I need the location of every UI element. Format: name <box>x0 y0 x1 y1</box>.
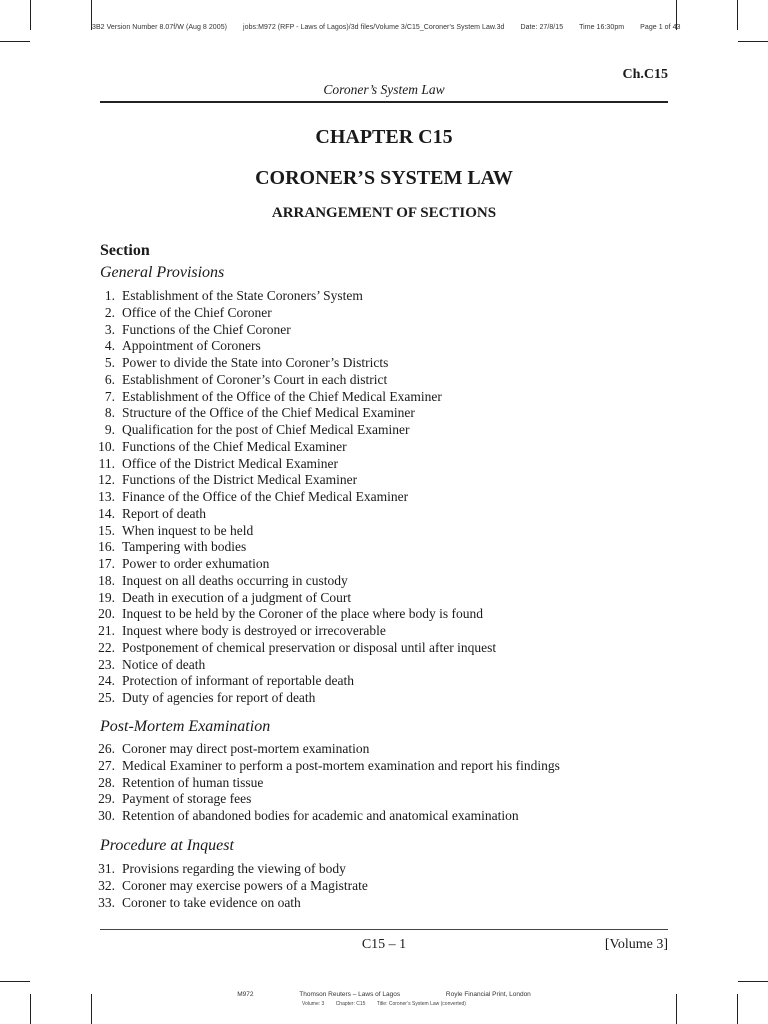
list-item <box>90 523 496 540</box>
section-title: Office of the District Medical Examiner <box>122 455 339 471</box>
section-title: Structure of the Office of the Chief Medical Examiner <box>122 405 415 421</box>
crop-mark <box>0 41 30 42</box>
section-title: Report of death <box>122 505 206 521</box>
section-number: 32. <box>98 877 115 893</box>
slug-time: Time 16:30pm <box>579 24 625 31</box>
slug-publisher: Thomson Reuters – Laws of Lagos <box>299 991 401 998</box>
group-heading: Post-Mortem Examination <box>100 718 271 735</box>
group-heading: General Provisions <box>100 264 225 281</box>
list-item <box>90 657 496 674</box>
section-title: Finance of the Office of the Chief Medical Examiner <box>122 489 409 504</box>
section-title: Death in execution of a judgment of Court <box>122 589 352 605</box>
list-item <box>90 758 560 775</box>
section-number: 23. <box>98 656 115 672</box>
slug-chapter: Chapter: C15 <box>335 1001 366 1007</box>
law-title: CORONER’S SYSTEM LAW <box>255 167 513 189</box>
section-number: 27. <box>98 757 115 773</box>
section-title: Inquest to be held by the Coroner of the place where body is found <box>122 606 484 622</box>
section-number: 28. <box>98 774 115 790</box>
section-number: 14. <box>98 505 115 521</box>
list-item <box>90 775 560 792</box>
slug-page: Page 1 of 43 <box>640 24 681 31</box>
section-title: Functions of the Chief Medical Examiner <box>122 438 347 454</box>
section-title: Establishment of the State Coroners’ System <box>122 288 363 303</box>
section-number: 20. <box>98 606 115 622</box>
list-item <box>90 556 496 573</box>
list-item <box>90 878 368 895</box>
print-slug-bottom-details <box>0 1001 768 1007</box>
section-number: 29. <box>98 791 115 807</box>
arrangement-heading: ARRANGEMENT OF SECTIONS <box>271 205 497 221</box>
list-item <box>90 472 496 489</box>
section-title: Functions of the Chief Coroner <box>122 321 291 337</box>
slug-printer: Royle Financial Print, London <box>445 991 531 998</box>
section-number: 25. <box>98 690 115 705</box>
slug-job: jobs:M972 (RFP - Laws of Lagos)/3d files/Volume 3/C15_Coroner's System Law.3d <box>243 24 505 31</box>
print-slug-bottom <box>0 991 768 998</box>
section-number: 24. <box>98 673 115 689</box>
list-item <box>90 439 496 456</box>
section-number: 3. <box>104 321 115 337</box>
list-item <box>90 861 368 878</box>
slug-title: Title: Coroner’s System Law (converted) <box>376 1001 466 1007</box>
crop-mark <box>30 0 31 30</box>
section-title: Retention of human tissue <box>122 774 264 790</box>
running-head-title: Coroner’s System Law <box>323 82 445 97</box>
section-number: 9. <box>104 422 115 437</box>
slug-version: 3B2 Version Number 8.07f/W (Aug 8 2005) <box>92 24 228 31</box>
section-title: When inquest to be held <box>122 522 254 538</box>
section-number: 7. <box>104 388 115 404</box>
section-title: Office of the Chief Coroner <box>122 304 272 320</box>
section-number: 22. <box>98 639 115 655</box>
section-number: 4. <box>104 338 115 354</box>
section-title: Functions of the District Medical Examiner <box>122 472 358 488</box>
section-title: Medical Examiner to perform a post-mortem examination and report his findings <box>122 757 560 773</box>
section-number: 12. <box>98 472 115 488</box>
section-group-list <box>90 741 560 825</box>
list-item <box>90 506 496 523</box>
section-number: 33. <box>98 894 115 910</box>
print-slug-top <box>92 24 681 31</box>
list-item <box>90 895 368 912</box>
section-title: Establishment of Coroner’s Court in each district <box>122 371 388 387</box>
list-item <box>90 389 496 406</box>
list-item <box>90 623 496 640</box>
list-item <box>90 808 560 825</box>
page-folio: C15 – 1 <box>361 937 407 952</box>
section-number: 2. <box>104 304 115 320</box>
section-number: 5. <box>104 355 115 370</box>
section-title: Coroner to take evidence on oath <box>122 894 301 910</box>
footer-rule <box>100 929 668 930</box>
list-item <box>90 288 496 305</box>
section-title: Coroner may exercise powers of a Magistrate <box>122 877 368 893</box>
crop-mark <box>30 994 31 1024</box>
section-number: 17. <box>98 556 115 571</box>
section-group-list <box>90 288 496 707</box>
section-number: 1. <box>104 288 115 303</box>
section-number: 8. <box>104 405 115 421</box>
section-title: Tampering with bodies <box>122 539 247 555</box>
section-title: Notice of death <box>122 656 206 672</box>
list-item <box>90 590 496 607</box>
slug-code: M972 <box>237 991 254 998</box>
list-item <box>90 372 496 389</box>
list-item <box>90 791 560 808</box>
crop-mark <box>737 0 738 30</box>
section-number: 30. <box>98 808 115 823</box>
section-title: Postponement of chemical preservation or disposal until after inquest <box>122 639 497 655</box>
section-number: 19. <box>98 589 115 605</box>
crop-mark <box>738 981 768 982</box>
section-title: Power to order exhumation <box>122 556 270 571</box>
section-title: Inquest on all deaths occurring in custody <box>122 572 348 588</box>
list-item <box>90 422 496 439</box>
section-number: 6. <box>104 371 115 387</box>
section-title: Power to divide the State into Coroner’s Districts <box>122 355 389 370</box>
list-item <box>90 355 496 372</box>
crop-mark <box>738 41 768 42</box>
section-title: Retention of abandoned bodies for academic and anatomical examination <box>122 808 519 823</box>
volume-label: [Volume 3] <box>604 937 668 952</box>
list-item <box>90 322 496 339</box>
section-title: Qualification for the post of Chief Medical Examiner <box>122 422 410 437</box>
crop-mark <box>91 994 92 1024</box>
slug-date: Date: 27/8/15 <box>520 24 564 31</box>
group-heading: Procedure at Inquest <box>100 837 234 854</box>
list-item <box>90 456 496 473</box>
chapter-title: CHAPTER C15 <box>315 126 453 148</box>
section-title: Provisions regarding the viewing of body <box>122 861 346 876</box>
section-number: 31. <box>98 861 115 876</box>
header-rule <box>100 101 668 103</box>
section-group-list <box>90 861 368 911</box>
section-number: 11. <box>98 455 115 471</box>
section-title: Coroner may direct post-mortem examination <box>122 741 370 756</box>
section-number: 15. <box>98 522 115 538</box>
section-title: Payment of storage fees <box>122 791 252 807</box>
section-title: Appointment of Coroners <box>122 338 261 354</box>
section-title: Protection of informant of reportable death <box>122 673 355 689</box>
list-item <box>90 690 496 707</box>
section-number: 13. <box>98 489 115 504</box>
section-label: Section <box>100 242 150 259</box>
section-title: Duty of agencies for report of death <box>122 690 316 705</box>
list-item <box>90 539 496 556</box>
list-item <box>90 405 496 422</box>
crop-mark <box>676 994 677 1024</box>
crop-mark <box>0 981 30 982</box>
section-number: 21. <box>98 623 115 638</box>
list-item <box>90 573 496 590</box>
list-item <box>90 606 496 623</box>
section-number: 10. <box>98 438 115 454</box>
section-title: Establishment of the Office of the Chief Medical Examiner <box>122 388 442 404</box>
list-item <box>90 338 496 355</box>
list-item <box>90 741 560 758</box>
list-item <box>90 305 496 322</box>
list-item <box>90 640 496 657</box>
list-item <box>90 489 496 506</box>
section-title: Inquest where body is destroyed or irrecoverable <box>122 623 386 638</box>
running-head-chapter: Ch.C15 <box>622 67 668 82</box>
slug-volume: Volume: 3 <box>302 1001 325 1007</box>
section-number: 18. <box>98 572 115 588</box>
crop-mark <box>737 994 738 1024</box>
section-number: 26. <box>98 741 115 756</box>
section-number: 16. <box>98 539 115 555</box>
list-item <box>90 673 496 690</box>
